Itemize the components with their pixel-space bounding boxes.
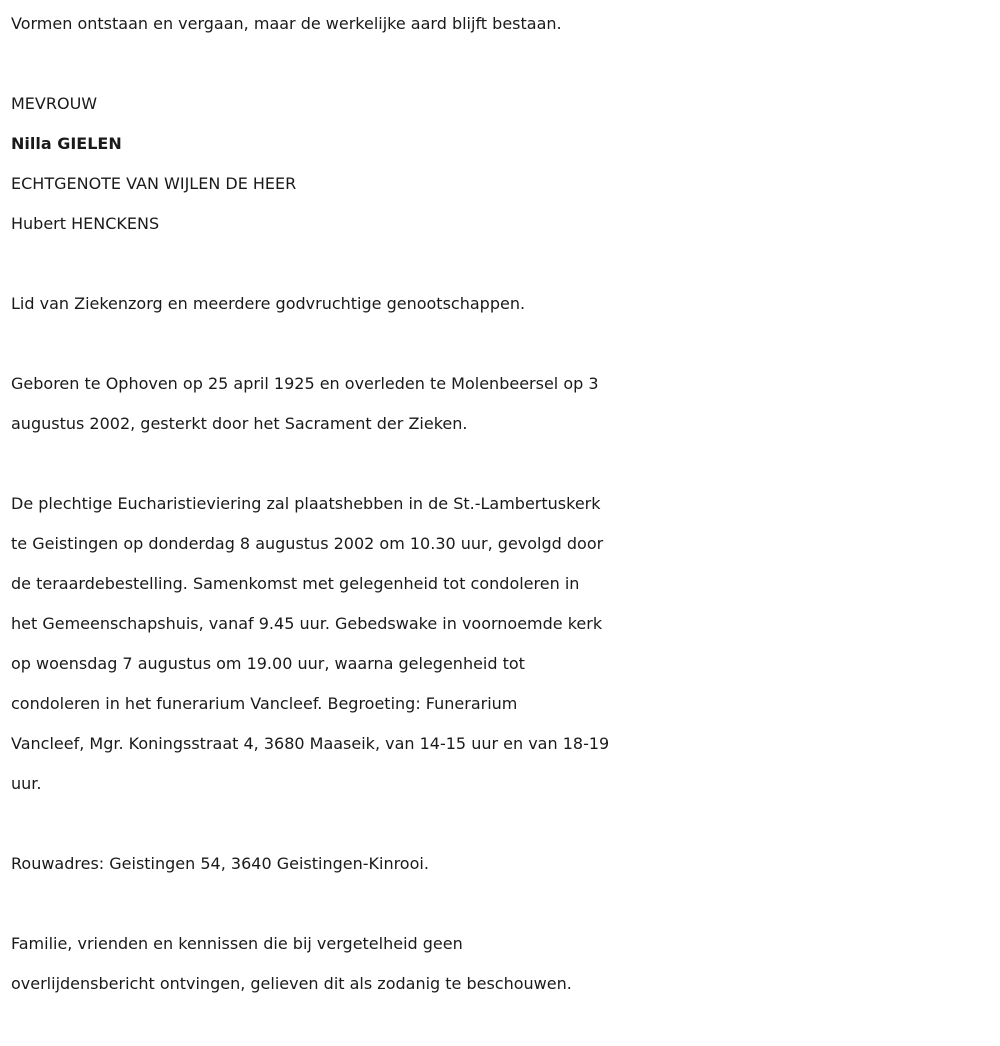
relation-text: ECHTGENOTE VAN WIJLEN DE HEER [11, 174, 297, 193]
address-text: Rouwadres: Geistingen 54, 3640 Geistingen-Kinrooi. [11, 854, 429, 873]
closing-paragraph [11, 924, 1000, 1004]
spacer [11, 884, 1000, 924]
birth-death-paragraph [11, 364, 1000, 444]
spacer [11, 804, 1000, 844]
deceased-name: Nilla GIELEN [11, 134, 122, 153]
spouse-name: Hubert HENCKENS [11, 214, 160, 233]
motto-text: Vormen ontstaan en vergaan, maar de werkelijke aard blijft bestaan. [11, 14, 562, 33]
paragraph-line: overlijdensbericht ontvingen, gelieven dit als zodanig te beschouwen. [11, 974, 572, 993]
spacer [11, 44, 1000, 84]
paragraph-line: Familie, vrienden en kennissen die bij vergetelheid geen [11, 934, 463, 953]
paragraph-line: augustus 2002, gesterkt door het Sacrament der Zieken. [11, 414, 468, 433]
paragraph-line: De plechtige Eucharistieviering zal plaatshebben in de St.-Lambertuskerk [11, 494, 601, 513]
paragraph-line: uur. [11, 774, 42, 793]
ceremony-paragraph [11, 484, 1000, 804]
spacer [11, 444, 1000, 484]
paragraph-line: Geboren te Ophoven op 25 april 1925 en overleden te Molenbeersel op 3 [11, 374, 599, 393]
paragraph-line: condoleren in het funerarium Vancleef. Begroeting: Funerarium [11, 694, 518, 713]
membership-text: Lid van Ziekenzorg en meerdere godvruchtige genootschappen. [11, 294, 526, 313]
paragraph-line: de teraardebestelling. Samenkomst met gelegenheid tot condoleren in [11, 574, 580, 593]
paragraph-line: te Geistingen op donderdag 8 augustus 2002 om 10.30 uur, gevolgd door [11, 534, 604, 553]
paragraph-line: het Gemeenschapshuis, vanaf 9.45 uur. Gebedswake in voornoemde kerk [11, 614, 603, 633]
spacer [11, 324, 1000, 364]
spacer [11, 244, 1000, 284]
paragraph-line: Vancleef, Mgr. Koningsstraat 4, 3680 Maaseik, van 14-15 uur en van 18-19 [11, 734, 610, 753]
honorific-title: MEVROUW [11, 94, 98, 113]
paragraph-line: op woensdag 7 augustus om 19.00 uur, waarna gelegenheid tot [11, 654, 525, 673]
